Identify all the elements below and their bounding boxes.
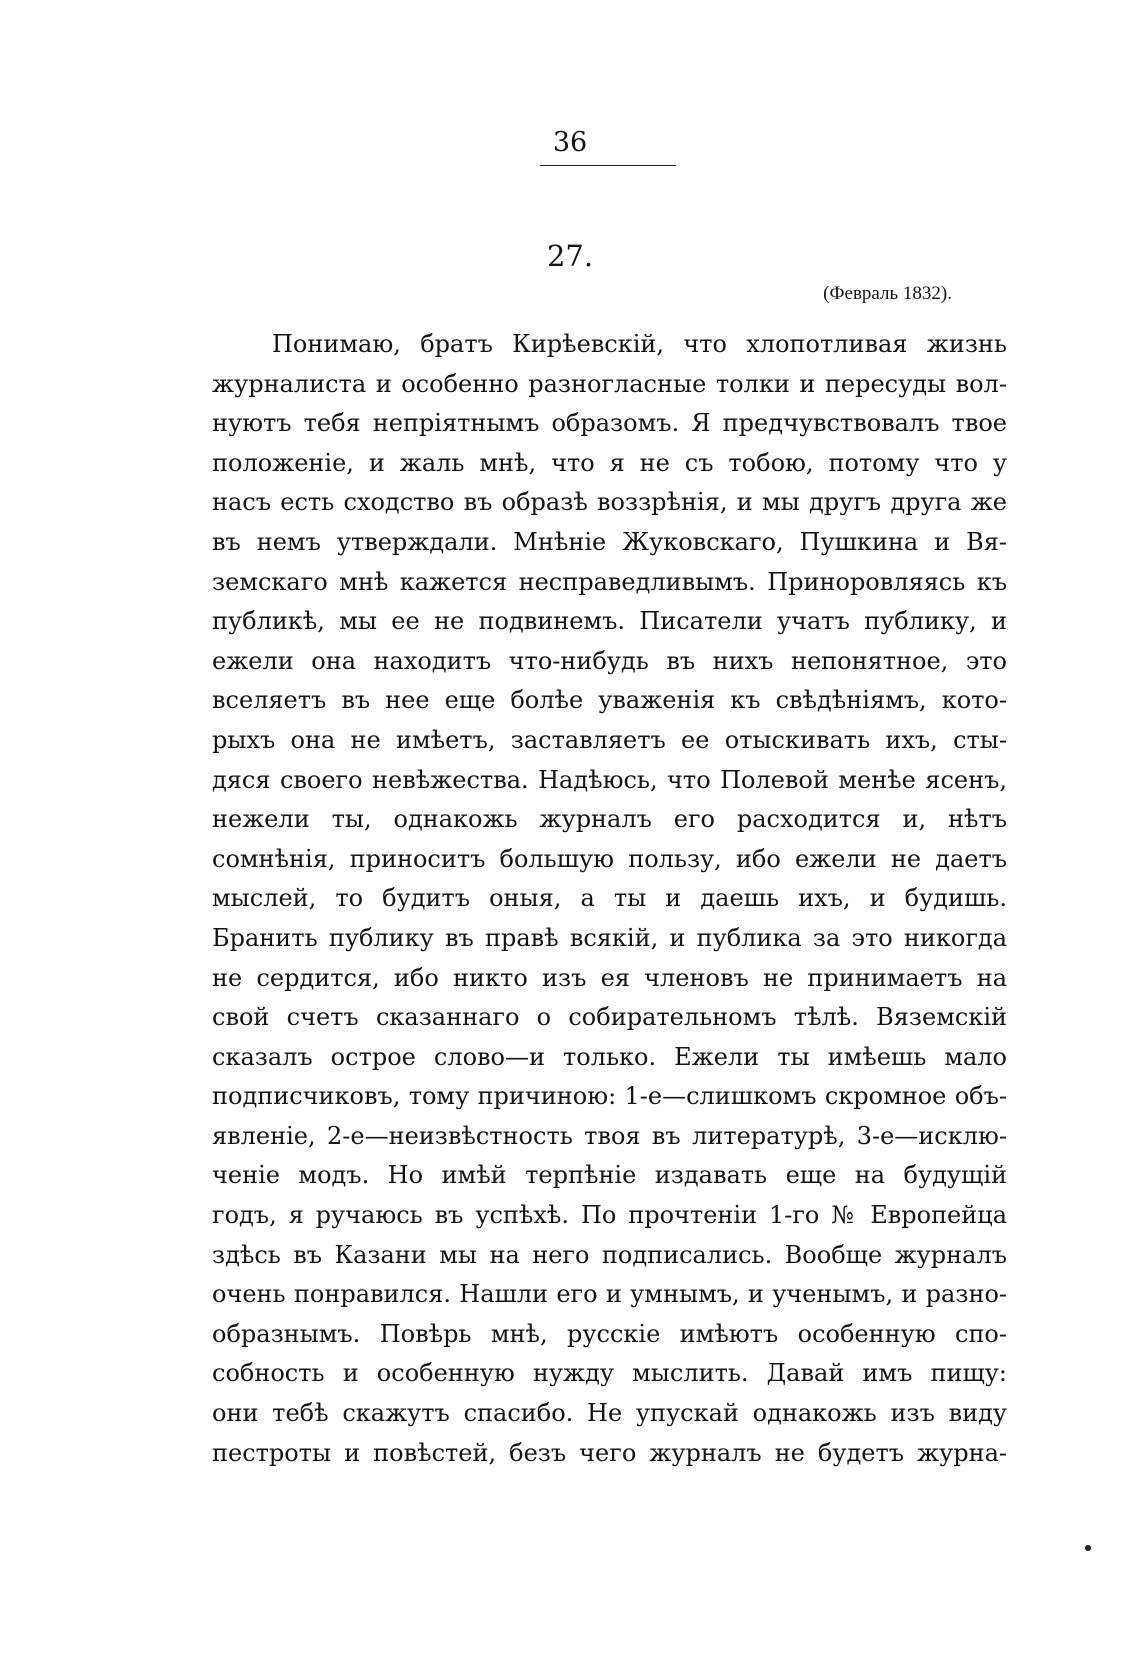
body-line: очень понравился. Нашли его и умнымъ, и ученымъ, и разно-: [212, 1280, 1007, 1309]
body-line: Понимаю, братъ Кирѣевскій, что хлопотливая жизнь: [272, 330, 1007, 358]
body-line: свой счетъ сказаннаго о собирательномъ тѣлѣ. Вяземскій: [212, 1003, 1007, 1032]
body-line: не сердится, ибо никто изъ ея членовъ не принимаетъ на: [212, 963, 1007, 992]
letter-number: 27.: [546, 239, 594, 273]
letter-date: (Февраль 1832).: [823, 283, 952, 304]
body-line: земскаго мнѣ кажется несправедливымъ. Принoровляясь къ: [212, 567, 1007, 596]
body-line: дяся своего невѣжества. Надѣюсь, что Полевой менѣе ясенъ,: [212, 765, 1007, 794]
body-line: Бранить публику въ правѣ всякій, и публика за это никогда: [212, 923, 1007, 952]
body-line: журналиста и особенно разногласные толки и пересуды вол-: [212, 369, 1007, 398]
body-line: они тебѣ скажутъ спасибо. Не упускай однакожь изъ виду: [212, 1399, 1007, 1428]
body-line: ежели она находитъ что-нибудь въ нихъ непонятное, это: [212, 646, 1007, 675]
body-line: насъ есть сходство въ образѣ воззрѣнія, и мы другъ друга же: [212, 488, 1007, 517]
body-line: ченіе модъ. Но имѣй терпѣніе издавать еще на будущій: [212, 1161, 1007, 1190]
body-line: нуютъ тебя непріятнымъ образомъ. Я предчувствовалъ твое: [212, 409, 1007, 438]
body-line: вселяетъ въ нее еще болѣе уваженія къ свѣдѣніямъ, кото-: [212, 686, 1007, 715]
body-line: рыхъ она не имѣетъ, заставляетъ ее отыскивать ихъ, сты-: [212, 725, 1007, 754]
body-line: пестроты и повѣстей, безъ чего журналъ не будетъ журна-: [212, 1438, 1007, 1467]
body-line: нежели ты, однакожь журналъ его расходится и, нѣтъ: [212, 805, 1007, 834]
body-line: въ немъ утверждали. Мнѣніе Жуковскаго, Пушкина и Вя-: [212, 527, 1007, 556]
body-line: публикѣ, мы ее не подвинемъ. Писатели учатъ публику, и: [212, 607, 1007, 636]
body-line: явленіе, 2-е—неизвѣстность твоя въ литературѣ, 3-е—исклю-: [212, 1121, 1007, 1150]
body-line: подписчиковъ, тому причиною: 1-е—слишкомъ скромное объ-: [212, 1082, 1007, 1111]
body-line: здѣсь въ Казани мы на него подписались. Вообще журналъ: [212, 1240, 1007, 1269]
letter-body: [212, 325, 1007, 1473]
print-speck: [1085, 1545, 1091, 1551]
body-line: сказалъ острое слово—и только. Ежели ты имѣешь мало: [212, 1042, 1007, 1071]
body-line: положеніе, и жаль мнѣ, что я не съ тобою, потому что у: [212, 448, 1007, 477]
body-line: сомнѣнія, приноситъ большую пользу, ибо ежели не даетъ: [212, 844, 1007, 873]
body-line: собность и особенную нужду мыслить. Давай имъ пищу:: [212, 1359, 1007, 1388]
body-line: мыслей, то будитъ оныя, а ты и даешь ихъ, и будишь.: [212, 884, 1007, 913]
page-number-rule: [540, 165, 676, 166]
body-line: образнымъ. Повѣрь мнѣ, русскіе имѣютъ особенную спо-: [212, 1319, 1007, 1348]
body-line: годъ, я ручаюсь въ успѣхѣ. По прочтеніи 1-го № Европейца: [212, 1201, 1007, 1230]
page-number: 36: [552, 127, 588, 158]
